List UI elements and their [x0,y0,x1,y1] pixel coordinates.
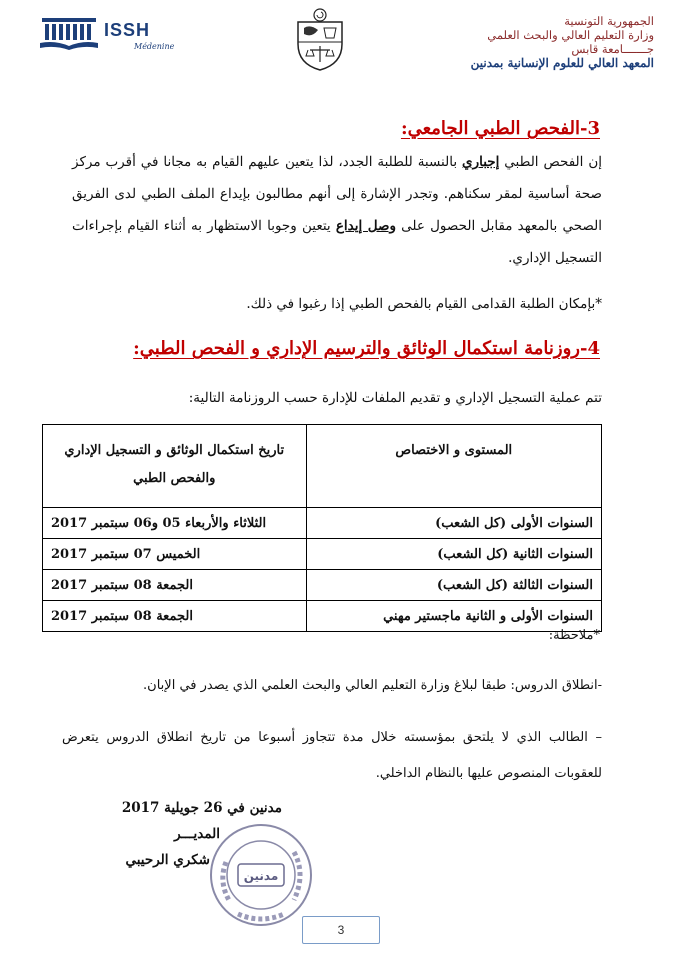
header-institute-name: المعهد العالي للعلوم الإنسانية بمدنين [470,56,654,70]
table-cell-date: الثلاثاء والأربعاء 05 و06 سبتمبر 2017 [43,508,307,539]
table-cell-date: الخميس 07 سبتمبر 2017 [43,539,307,570]
table-cell-level: السنوات الأولى و الثانية ماجستير مهني [306,601,601,632]
tunisia-coat-of-arms-icon [290,8,350,72]
table-row [43,539,602,570]
table-header-row [43,425,602,508]
section3-heading: 3-الفحص الطبي الجامعي: [400,118,600,139]
section3-paragraph [72,146,602,274]
header-line-university: جـــــــامعة قابس [571,42,654,56]
table-header-date: تاريخ استكمال الوثائق و التسجيل الإداري والفحص الطبي [43,425,307,508]
stamp-text: مدنين [243,869,279,883]
remarks-title: *ملاحظة: [548,628,600,643]
section4-heading: 4-روزنامة استكمال الوثائق والترسيم الإداري و الفحص الطبي: [133,338,600,359]
table-row [43,601,602,632]
remark-item-classes-start: -انطلاق الدروس: طبقا لبلاغ وزارة التعليم العالي والبحث العلمي الذي يصدر في الإبان. [143,678,602,693]
section3-text-part2: بالنسبة للطلبة الجدد، لذا يتعين عليهم القيام به مجانا في أقرب مركز صحة أساسية لمقر سكناهم. وتجدر الإشارة إلى أنهم مطالبون بإيداع الملف الطبي لدى الفريق الصحي بالمعهد مقابل الحصول على [72,154,602,234]
section3-bold-mandatory: إجباري [462,154,500,170]
table-cell-level: السنوات الثالثة (كل الشعب) [306,570,601,601]
section4-intro: تتم عملية التسجيل الإداري و تقديم الملفات للإدارة حسب الروزنامة التالية: [188,390,602,406]
remark-item-late-student: – الطالب الذي لا يلتحق بمؤسسته خلال مدة تتجاوز أسبوعا من تاريخ انطلاق الدروس يتعرض للعقوبات المنصوص عليها بالنظام الداخلي. [62,730,602,781]
section3-note: *بإمكان الطلبة القدامى القيام بالفحص الطبي إذا رغبوا في ذلك. [246,296,602,312]
section3-bold-receipt: وصل إيداع [335,218,397,234]
table-row [43,570,602,601]
table-header-level: المستوى و الاختصاص [306,425,601,508]
table-cell-level: السنوات الثانية (كل الشعب) [306,539,601,570]
section3-text-part1: إن الفحص الطبي [499,154,602,170]
header-line-republic: الجمهورية التونسية [564,14,654,28]
logo-subtext: Médenine [134,42,175,51]
header-line-ministry: وزارة التعليم العالي والبحث العلمي [487,28,654,42]
logo-text: ISSH [104,20,151,40]
table-cell-date: الجمعة 08 سبتمبر 2017 [43,570,307,601]
official-stamp-icon [208,822,314,928]
header-institution-block [354,14,654,70]
book-columns-icon [40,18,98,50]
issh-logo [40,14,180,54]
signature-name: شكري الرحيبي [125,852,210,868]
schedule-table [42,424,602,632]
table-row [43,508,602,539]
table-cell-date: الجمعة 08 سبتمبر 2017 [43,601,307,632]
page-number: 3 [302,916,380,944]
section3-text-part3: يتعين وجوبا الاستظهار به أثناء القيام بإجراءات التسجيل الإداري. [72,218,602,266]
signature-date: مدنين في 26 جويلية 2017 [121,800,282,816]
signature-role: المديـــر [174,826,220,842]
table-cell-level: السنوات الأولى (كل الشعب) [306,508,601,539]
